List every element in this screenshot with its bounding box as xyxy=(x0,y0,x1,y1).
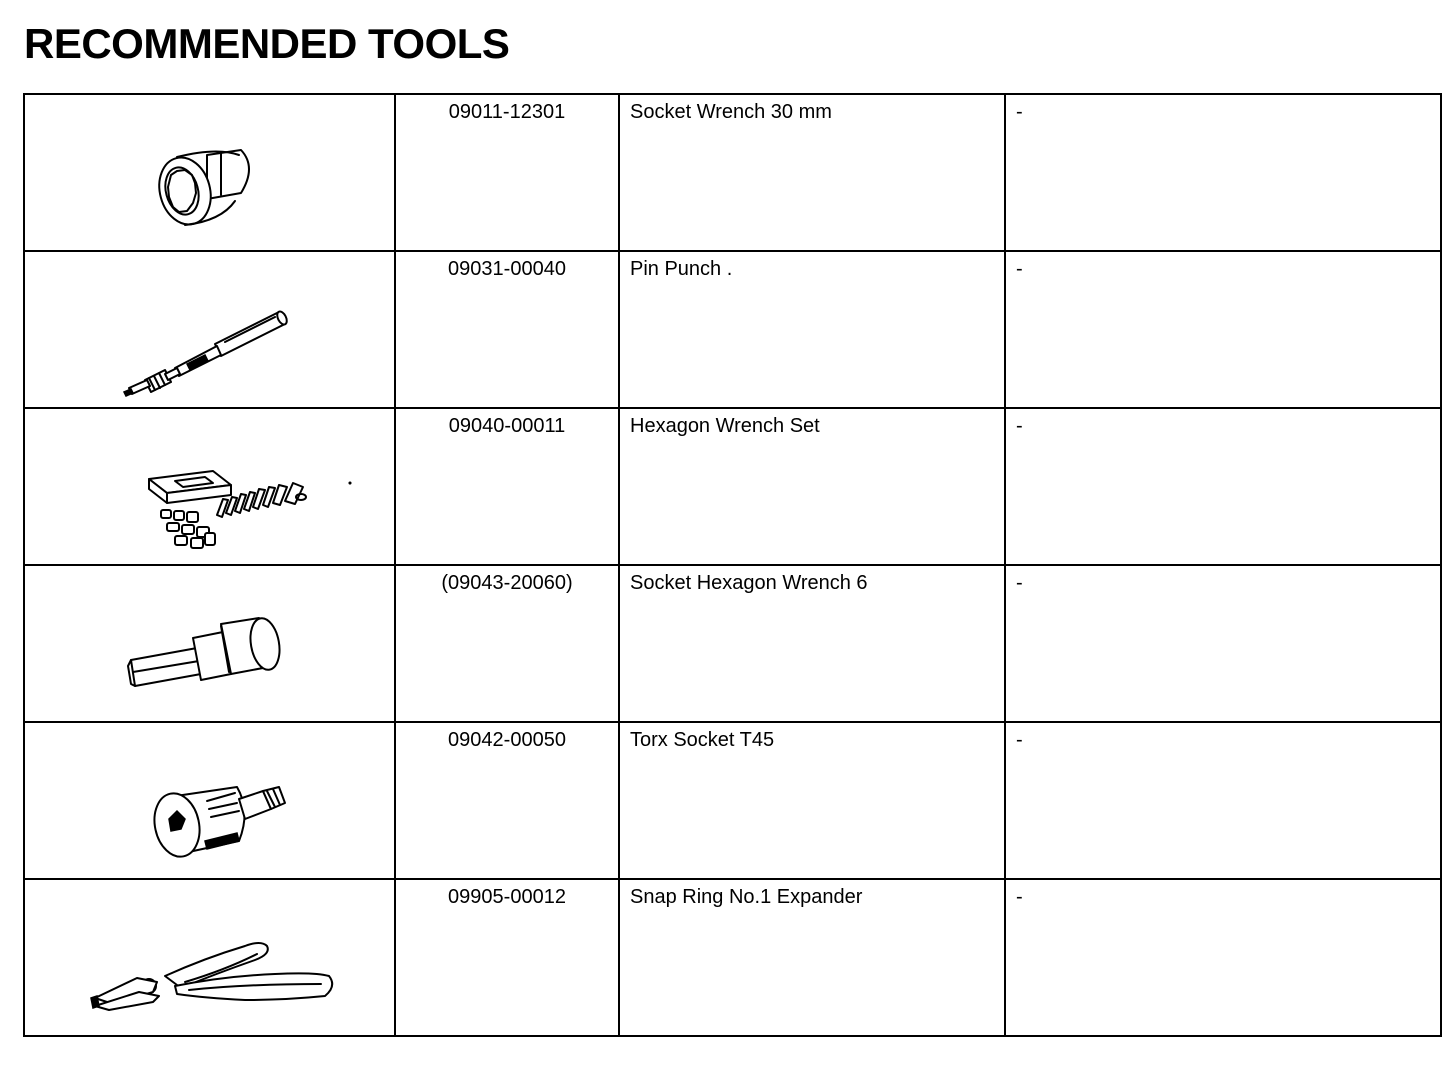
part-number: (09043-20060) xyxy=(395,565,619,722)
torx-socket-icon xyxy=(25,723,392,880)
table-row xyxy=(24,722,1441,879)
page-title: RECOMMENDED TOOLS xyxy=(24,20,510,67)
tool-name: Snap Ring No.1 Expander xyxy=(619,879,1005,1036)
tool-illustration-cell xyxy=(24,879,395,1036)
tool-illustration-cell xyxy=(24,251,395,408)
tool-note: - xyxy=(1005,251,1441,408)
tool-name: Torx Socket T45 xyxy=(619,722,1005,879)
part-number: 09031-00040 xyxy=(395,251,619,408)
tool-illustration-cell xyxy=(24,94,395,251)
table-row xyxy=(24,565,1441,722)
tool-illustration-cell xyxy=(24,722,395,879)
tool-name: Socket Wrench 30 mm xyxy=(619,94,1005,251)
part-number: 09040-00011 xyxy=(395,408,619,565)
socket-hexagon-wrench-icon xyxy=(25,566,392,723)
tool-name: Hexagon Wrench Set xyxy=(619,408,1005,565)
part-number: 09042-00050 xyxy=(395,722,619,879)
socket-wrench-icon xyxy=(25,95,392,252)
tool-illustration-cell xyxy=(24,565,395,722)
pin-punch-icon xyxy=(25,252,392,409)
tool-note: - xyxy=(1005,722,1441,879)
tool-name: Pin Punch . xyxy=(619,251,1005,408)
tool-note: - xyxy=(1005,879,1441,1036)
tool-note: - xyxy=(1005,408,1441,565)
table-row xyxy=(24,408,1441,565)
tool-note: - xyxy=(1005,94,1441,251)
tool-illustration-cell xyxy=(24,408,395,565)
snap-ring-expander-icon xyxy=(25,880,392,1037)
hexagon-wrench-set-icon xyxy=(25,409,392,566)
tool-note: - xyxy=(1005,565,1441,722)
part-number: 09905-00012 xyxy=(395,879,619,1036)
table-row xyxy=(24,251,1441,408)
table-row xyxy=(24,94,1441,251)
table-row xyxy=(24,879,1441,1036)
tools-table xyxy=(23,93,1442,1037)
tool-name: Socket Hexagon Wrench 6 xyxy=(619,565,1005,722)
part-number: 09011-12301 xyxy=(395,94,619,251)
